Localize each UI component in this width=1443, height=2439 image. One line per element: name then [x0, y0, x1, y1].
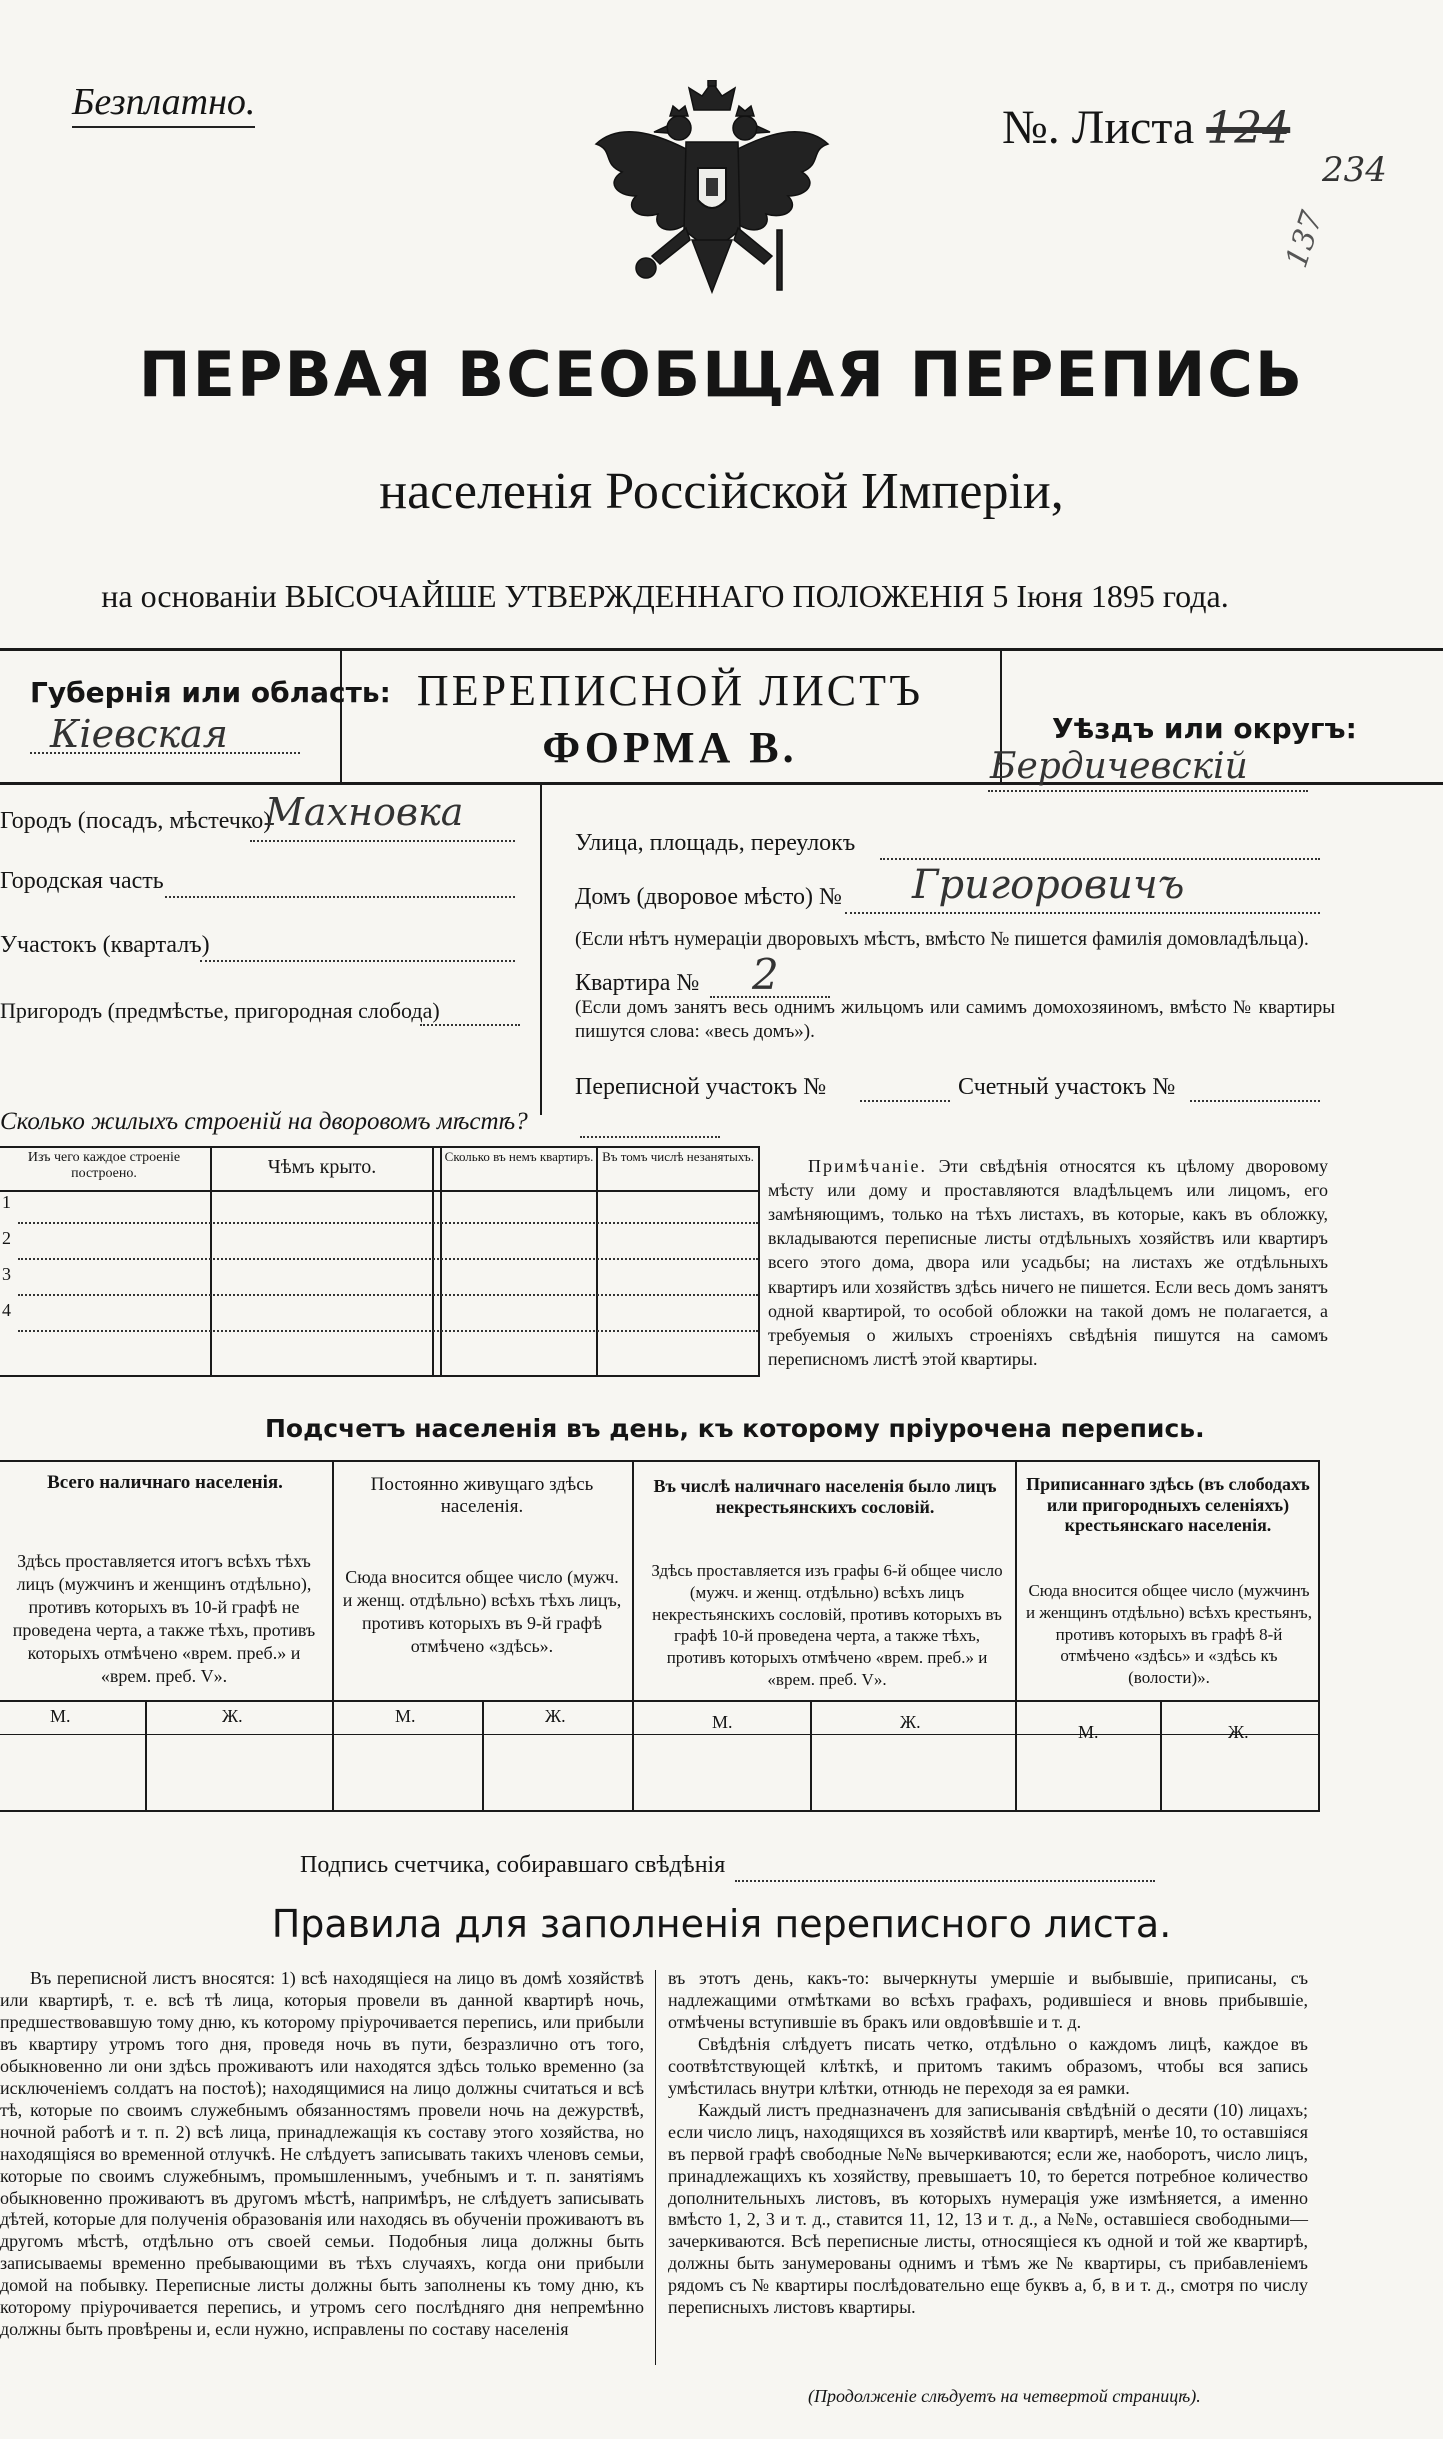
buildings-header-vacant: Въ томъ числѣ незанятыхъ.	[602, 1149, 754, 1164]
population-title: Подсчетъ населенія въ день, къ которому пріурочена перепись.	[265, 1414, 1205, 1443]
province-label: Губернія или область:	[30, 676, 391, 709]
signature-label: Подпись счетчика, собиравшаго свѣдѣнія	[300, 1852, 726, 1878]
divider	[210, 1146, 212, 1375]
population-desc-permanent: Сюда вносится общее число (мужч. и женщ. отдѣльно) всѣхъ тѣхъ лицъ, противъ которыхъ въ 9-й графѣ отмѣчено «здѣсь».	[342, 1567, 622, 1657]
district-value: Бердичевскій	[990, 746, 1248, 787]
counting-district-line	[1190, 1100, 1320, 1102]
divider	[432, 1146, 434, 1375]
sheet-number-struck: 124	[1206, 103, 1291, 154]
divider	[655, 1970, 656, 2365]
population-permanent-m: М.	[395, 1706, 416, 1726]
legal-basis: на основаніи ВЫСОЧАЙШЕ УТВЕРЖДЕННАГО ПОЛОЖЕНІЯ 5 Іюня 1895 года.	[101, 578, 1229, 614]
sheet-number-handwritten: 234	[1322, 150, 1387, 190]
side-annotation: 137	[1279, 206, 1331, 273]
apartment-note: (Если домъ занятъ весь однимъ жильцомъ или самимъ домохозяиномъ, вмѣсто № квартиры пишутся слова: «весь домъ»).	[575, 997, 1335, 1043]
population-header-permanent: Постоянно живущаго здѣсь населенія.	[370, 1474, 594, 1517]
house-value: Григоровичъ	[912, 862, 1185, 908]
divider	[0, 1810, 1320, 1812]
divider	[1015, 1460, 1017, 1810]
city-part-label: Городская часть	[0, 868, 164, 894]
subtitle: населенія Россійской Имперіи,	[379, 463, 1064, 520]
population-nonpeasant-m: М.	[712, 1712, 733, 1732]
census-district-line	[860, 1100, 950, 1102]
sheet-number-label: №. Листа	[1002, 101, 1195, 154]
divider	[632, 1460, 634, 1810]
divider	[145, 1700, 147, 1810]
buildings-row-number: 2	[2, 1228, 11, 1248]
apartment-label: Квартира №	[575, 970, 700, 996]
house-label: Домъ (дворовое мѣсто) №	[575, 884, 842, 910]
province-value: Кіевская	[50, 712, 228, 756]
population-peasant-m: М.	[1078, 1722, 1099, 1742]
divider	[1318, 1460, 1320, 1810]
buildings-note	[768, 1154, 1328, 1371]
double-headed-eagle-emblem	[582, 80, 842, 305]
divider	[1160, 1700, 1162, 1810]
free-label: Безплатно.	[72, 80, 255, 128]
rules-right-column	[668, 1968, 1308, 2319]
rules-right-paragraph: Каждый листъ предназначенъ для записыванія свѣдѣній о десяти (10) лицахъ; если число лицъ, находящихся въ хозяйствѣ или квартирѣ, менѣе 10, то оставшіяся въ первой графѣ свободные №№ вычеркиваются; если же, наоборотъ, число лицъ, принадлежащихъ къ хозяйству, превышаетъ 10, то берется потребное количество дополнительныхъ листовъ, въ которыхъ нумерація уже измѣняется, а именно вмѣсто 1, 2, 3 и т. д., ставится 11, 12, 13 и т. д., а №№, оставшіеся свободными—зачеркиваются. Всѣ переписные листы, относящіеся къ одной и той же квартирѣ, должны быть занумерованы однимъ и тѣмъ же № квартиры, съ прибавленіемъ рядомъ съ № квартиры послѣдовательно еще буквъ а, б, в и т. д., смотря по числу переписныхъ листовъ квартиры.	[668, 2099, 1308, 2318]
buildings-row-number: 3	[2, 1264, 11, 1284]
divider	[0, 1734, 1320, 1735]
rules-right-paragraph: въ этотъ день, какъ-то: вычеркнуты умершіе и выбывшіе, приписаны, съ надлежащими отмѣтками во всѣхъ графахъ, родившіеся и вновь прибывшіе, отмѣчены вступившіе въ бракъ или овдовѣвшіе и т. д.	[668, 1968, 1308, 2032]
signature-line	[735, 1880, 1155, 1882]
city-label: Городъ (посадъ, мѣстечко)	[0, 808, 272, 834]
divider	[596, 1146, 598, 1375]
census-district-label: Переписной участокъ №	[575, 1074, 827, 1100]
section-label: Участокъ (кварталъ)	[0, 932, 210, 958]
rules-continued: (Продолженіе слѣдуетъ на четвертой страницѣ).	[808, 2386, 1201, 2406]
province-line	[30, 752, 300, 754]
city-line	[250, 840, 515, 842]
population-total-f: Ж.	[222, 1706, 243, 1726]
divider	[0, 1460, 1320, 1462]
divider	[440, 1146, 442, 1375]
population-header-peasant: Приписаннаго здѣсь (въ слободахъ или пригородныхъ селеніяхъ) крестьянскаго населенія.	[1026, 1474, 1310, 1536]
counting-district-label: Счетный участокъ №	[958, 1074, 1176, 1100]
divider	[332, 1460, 334, 1810]
buildings-row-number: 4	[2, 1300, 11, 1320]
buildings-header-material: Изъ чего каждое строеніе построено.	[27, 1150, 181, 1182]
sheet-number	[1002, 100, 1290, 155]
rules-left-paragraph: Въ переписной листъ вносятся: 1) всѣ находящіеся на лицо въ домѣ хозяйствѣ или квартирѣ, т. е. всѣ тѣ лица, которыя провели въ данной квартирѣ ночь, предшествовавшую тому дню, къ которому пріурочивается перепись, или прибыли въ квартиру утромъ того дня, проведя ночь въ пути, безразлично отъ того, обыкновенно ли они здѣсь проживаютъ или находятся здѣсь только временно (за исключеніемъ солдатъ на постоѣ); находящимися на лицо должны считаться и всѣ тѣ, которые по своимъ служебнымъ обязанностямъ провели ночь на дежурствѣ, ночной работѣ и т. п. 2) всѣ лица, принадлежащія къ составу этого хозяйства, но находящіяся во временной отлучкѣ. Не слѣдуетъ записывать такихъ членовъ семьи, которые по своимъ служебнымъ, промышленнымъ, учебнымъ и т. п. занятіямъ обыкновенно проживаютъ въ другомъ мѣстѣ, напримѣръ, не слѣдуетъ записывать дѣтей, которые для полученія образованія или находясь въ обученіи проживаютъ въ другомъ мѣстѣ, отдѣльно отъ своей семьи. Подобныя лица должны быть записываемы временно пребывающими въ тѣхъ случаяхъ, когда они прибыли домой на побывку. Переписные листы должны быть заполнены къ тому дню, къ которому пріурочивается перепись, и утромъ сего послѣдняго дня непремѣнно должны быть провѣрены и, если нужно, исправлены по составу населенія	[0, 1968, 644, 2340]
population-peasant-f: Ж.	[1228, 1722, 1249, 1742]
city-value: Махновка	[265, 790, 464, 834]
population-header-nonpeasant: Въ числѣ наличнаго населенія было лицъ некрестьянскихъ сословій.	[653, 1476, 997, 1517]
buildings-row-number: 1	[2, 1192, 11, 1212]
street-line	[880, 858, 1320, 860]
form-name: ФОРМА В.	[542, 723, 798, 772]
divider	[0, 1700, 1320, 1702]
buildings-note-title: Примѣчаніе.	[808, 1156, 927, 1176]
buildings-row-line	[18, 1258, 758, 1260]
divider	[0, 1375, 760, 1377]
house-note: (Если нѣтъ нумераціи дворовыхъ мѣстъ, вмѣсто № пишется фамилія домовладѣльца).	[575, 928, 1309, 950]
apartment-value: 2	[752, 950, 779, 999]
district-label: Уѣздъ или округъ:	[1052, 712, 1357, 745]
buildings-question: Сколько жилыхъ строеній на дворовомъ мѣстѣ?	[0, 1108, 528, 1135]
rules-right-paragraph: Свѣдѣнія слѣдуетъ писать четко, отдѣльно о каждомъ лицѣ, каждое въ соотвѣтствующей клѣткѣ, и притомъ такимъ образомъ, чтобы вся запись умѣстилась внутри клѣтки, отнюдь не переходя за ея рамки.	[668, 2033, 1308, 2098]
population-header-total: Всего наличнаго населенія.	[47, 1472, 283, 1493]
buildings-row-line	[18, 1222, 758, 1224]
section-line	[200, 960, 515, 962]
rules-left-column	[0, 1968, 644, 2341]
population-total-m: М.	[50, 1706, 71, 1726]
buildings-header-roof: Чѣмъ крыто.	[267, 1156, 377, 1178]
buildings-row-line	[18, 1330, 758, 1332]
population-nonpeasant-f: Ж.	[900, 1712, 921, 1732]
population-desc-total: Здѣсь проставляется итогъ всѣхъ тѣхъ лицъ (мужчинъ и женщинъ отдѣльно), противъ которыхъ въ 10-й графѣ не проведена черта, а также тѣхъ, противъ которыхъ отмѣчено «врем. преб.» и «врем. преб. V».	[12, 1551, 316, 1687]
divider	[758, 1146, 760, 1375]
buildings-note-text: Эти свѣдѣнія относятся къ цѣлому дворовому мѣсту или дому и проставляются владѣльцемъ или лицомъ, его замѣняющимъ, только на тѣхъ листахъ, въ которые, какъ въ обложку, вкладываются переписные листы отдѣльныхъ хозяйствъ или квартиръ всего этого дома, двора или усадьбы; на листахъ же отдѣльныхъ квартиръ или хозяйствъ здѣсь ничего не пишется. Если весь домъ занятъ одной квартирой, то особой обложки на такой домъ не полагается, а требуемыя о жилыхъ строеніяхъ свѣдѣнія пишутся на самомъ переписномъ листѣ этой квартиры.	[768, 1156, 1328, 1369]
population-permanent-f: Ж.	[545, 1706, 566, 1726]
suburb-line	[420, 1024, 520, 1026]
population-desc-nonpeasant: Здѣсь проставляется изъ графы 6-й общее число (мужч. и женщ. отдѣльно) всѣхъ лицъ некрестьянскихъ сословій, противъ которыхъ въ графѣ 10-й проведена черта, а также тѣхъ, противъ которыхъ отмѣчено «врем. преб.» и «врем. преб. V».	[651, 1561, 1003, 1689]
district-line	[988, 790, 1308, 792]
divider	[482, 1700, 484, 1810]
city-part-line	[165, 896, 515, 898]
divider	[540, 785, 542, 1115]
population-desc-peasant: Сюда вносится общее число (мужчинъ и женщинъ отдѣльно) всѣхъ крестьянъ, противъ которыхъ въ графѣ 8-й отмѣчено «здѣсь» и «здѣсь къ (волости)».	[1026, 1581, 1312, 1687]
main-title: ПЕРВАЯ ВСЕОБЩАЯ ПЕРЕПИСЬ	[138, 338, 1305, 411]
divider	[810, 1700, 812, 1810]
street-label: Улица, площадь, переулокъ	[575, 830, 856, 856]
divider	[0, 1190, 760, 1192]
divider	[0, 648, 1443, 651]
house-line	[845, 912, 1320, 914]
suburb-label: Пригородъ (предмѣстье, пригородная слобода)	[0, 998, 440, 1023]
buildings-row-line	[18, 1294, 758, 1296]
buildings-header-apartments: Сколько въ немъ квартиръ.	[444, 1149, 594, 1164]
buildings-line	[580, 1136, 720, 1138]
divider	[0, 1146, 760, 1148]
sheet-title: ПЕРЕПИСНОЙ ЛИСТЪ	[416, 666, 924, 715]
rules-title: Правила для заполненія переписного листа.	[271, 1902, 1172, 1946]
